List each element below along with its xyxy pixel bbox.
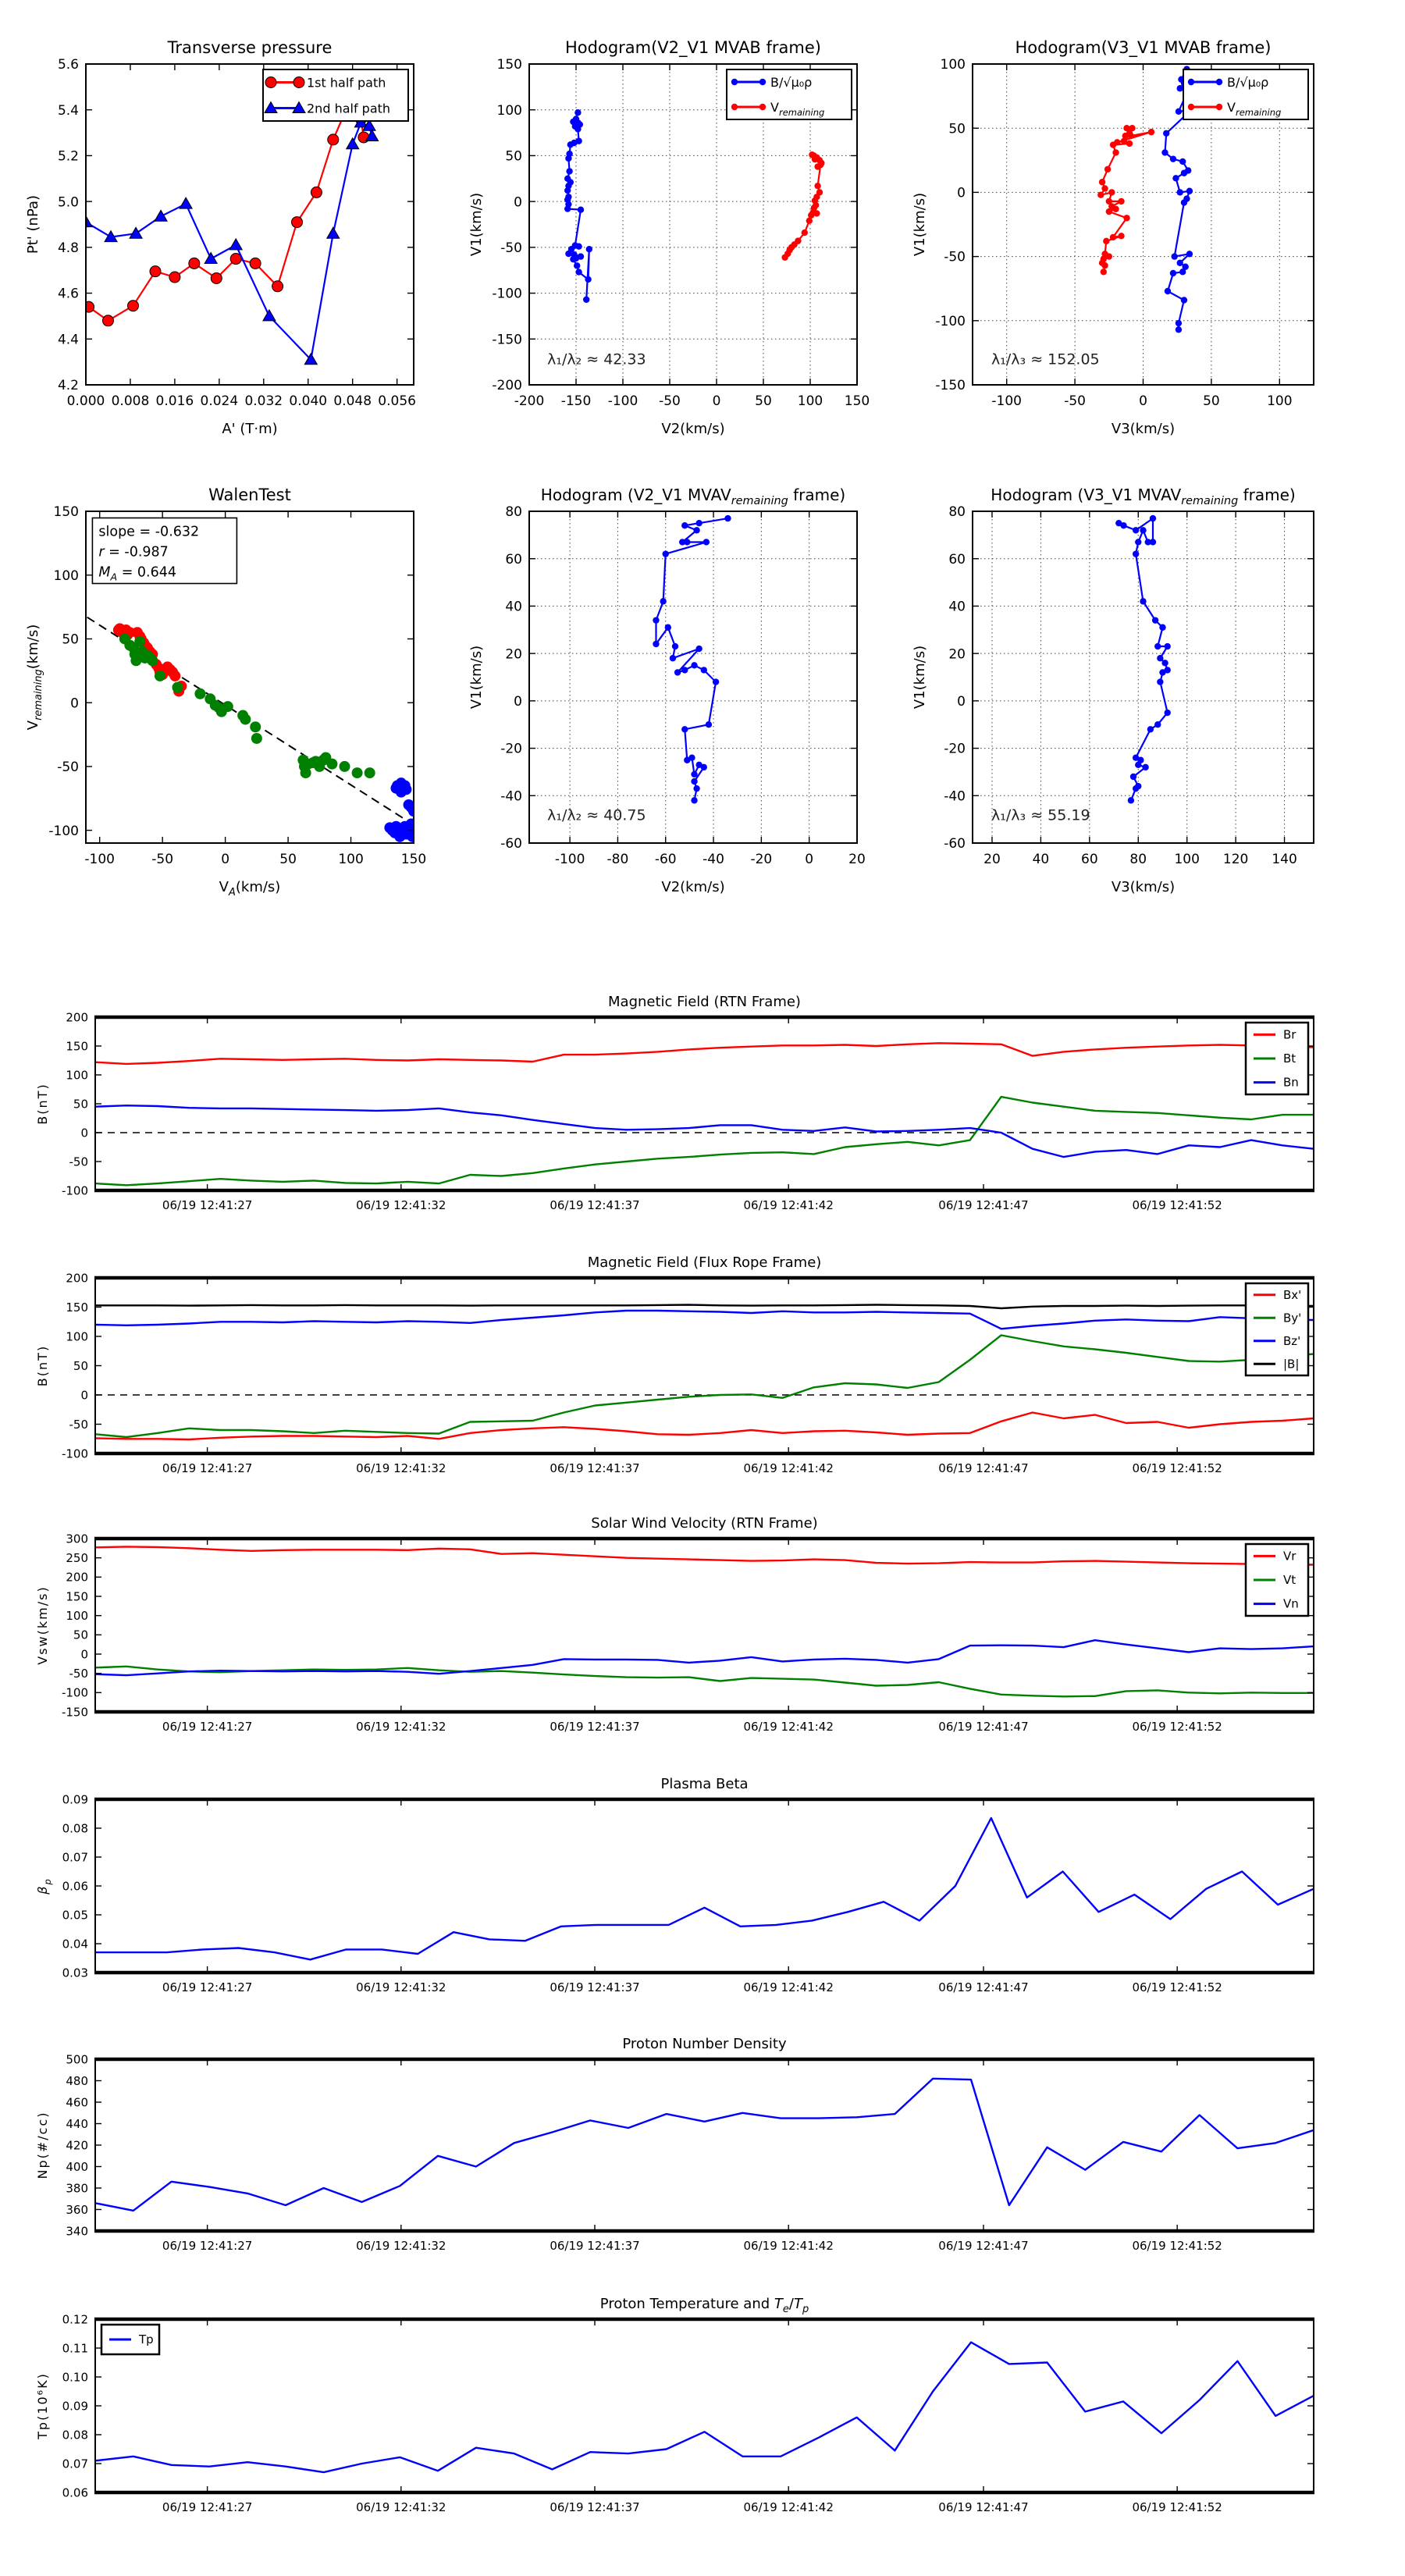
y-tick-label: 480	[66, 2073, 88, 2088]
y-axis-label: Tp(10⁶K)	[35, 2372, 50, 2439]
x-tick-label: -150	[560, 393, 592, 409]
y-tick-label: -40	[500, 788, 522, 805]
legend-label: Vt	[1283, 1573, 1297, 1587]
y-tick-label: 0	[957, 185, 966, 201]
x-tick-label: 80	[1129, 852, 1147, 867]
panel-proton-temperature	[14, 2282, 1403, 2547]
series-Bz'	[95, 1311, 1314, 1329]
x-tick-label: 06/19 12:41:27	[162, 1461, 253, 1475]
x-tick-label: 0	[805, 852, 814, 867]
legend	[1246, 1544, 1308, 1616]
plot-border	[973, 511, 1314, 843]
x-tick-label: -100	[991, 393, 1022, 409]
legend-label: By'	[1283, 1311, 1302, 1325]
y-tick-label: 40	[505, 599, 522, 615]
chart-svg-hodogram-v2v1-mvav	[447, 461, 931, 945]
series-beta-p	[95, 1818, 1314, 1959]
y-axis-label: V1(km/s)	[912, 645, 928, 710]
x-tick-label: -100	[554, 852, 585, 867]
y-tick-label: 80	[948, 504, 966, 521]
x-tick-label: -60	[654, 852, 677, 867]
y-tick-label: 100	[66, 1609, 88, 1624]
series-Bn	[95, 1105, 1314, 1157]
x-tick-label: 06/19 12:41:52	[1132, 1980, 1222, 1994]
x-tick-label: 06/19 12:41:32	[356, 1461, 446, 1475]
x-tick-label: 50	[755, 393, 772, 409]
y-tick-label: 150	[53, 504, 79, 521]
y-tick-label: -100	[61, 1685, 88, 1700]
x-tick-label: -100	[84, 852, 115, 867]
legend-label: B/√μ₀ρ	[1227, 75, 1269, 90]
series-Np	[95, 2079, 1314, 2211]
x-tick-label: 0	[1139, 393, 1147, 409]
y-tick-label: -50	[944, 249, 966, 265]
plot-border	[95, 1539, 1314, 1712]
y-axis-label: B(nT)	[35, 1344, 50, 1387]
x-tick-label: -200	[514, 393, 545, 409]
legend	[101, 2325, 159, 2354]
x-tick-label: 06/19 12:41:37	[550, 2239, 640, 2253]
ticks	[66, 2052, 1314, 2253]
info-box	[92, 518, 237, 584]
panel-magnetic-field-rtn	[14, 980, 1403, 1233]
y-tick-label: -100	[61, 1446, 88, 1461]
x-tick-label: 0	[712, 393, 721, 409]
annotation: λ₁/λ₂ ≈ 42.33	[547, 350, 646, 368]
plot-border	[529, 511, 857, 843]
chart-title: Solar Wind Velocity (RTN Frame)	[591, 1515, 818, 1532]
panel-transverse-pressure	[4, 14, 488, 498]
y-tick-label: 150	[66, 1589, 88, 1604]
legend-label: Bx'	[1283, 1287, 1302, 1302]
y-tick-label: 150	[66, 1300, 88, 1315]
x-tick-label: 06/19 12:41:27	[162, 1198, 253, 1212]
y-tick-label: 200	[66, 1271, 88, 1286]
x-tick-label: 06/19 12:41:27	[162, 2500, 253, 2514]
legend-label: Bz'	[1283, 1333, 1301, 1348]
x-tick-label: -40	[702, 852, 724, 867]
x-tick-label: 06/19 12:41:47	[938, 2239, 1029, 2253]
y-tick-label: -50	[57, 760, 79, 776]
legend	[1183, 69, 1308, 119]
chart-svg-transverse-pressure	[4, 14, 488, 498]
chart-svg-hodogram-v3v1-mvab	[891, 14, 1398, 498]
y-axis-label: Vsw(km/s)	[35, 1585, 50, 1665]
panel-plasma-beta	[14, 1762, 1403, 2019]
series-Br	[95, 1043, 1314, 1064]
series-1st half path	[84, 102, 369, 326]
x-tick-label: 150	[844, 393, 870, 409]
x-tick-label: 06/19 12:41:37	[550, 1461, 640, 1475]
x-tick-label: 100	[1174, 852, 1200, 867]
chart-title: Plasma Beta	[660, 1776, 749, 1792]
legend-label: $V_{remaining}$	[770, 100, 825, 118]
series-Bt	[95, 1097, 1314, 1185]
x-tick-label: 120	[1222, 852, 1249, 867]
y-tick-label: -150	[935, 378, 966, 394]
legend-label: 1st half path	[307, 75, 386, 91]
x-tick-label: 100	[797, 393, 823, 409]
y-tick-label: 0	[80, 1647, 88, 1662]
x-tick-label: 06/19 12:41:42	[743, 1461, 834, 1475]
legend-label: Vn	[1283, 1596, 1299, 1611]
x-tick-label: 06/19 12:41:52	[1132, 2239, 1222, 2253]
y-tick-label: -100	[935, 313, 966, 329]
y-tick-label: 40	[948, 599, 966, 615]
y-tick-label: -20	[944, 741, 966, 757]
y-tick-label: 100	[66, 1068, 88, 1083]
y-tick-label: 4.8	[57, 240, 79, 256]
series-Bx'	[95, 1413, 1314, 1440]
series-Vr	[95, 1546, 1314, 1564]
x-axis-label: V3(km/s)	[1111, 421, 1176, 437]
y-tick-label: 0.08	[62, 1821, 88, 1836]
panel-hodogram-v3v1-mvav	[891, 461, 1398, 945]
x-tick-label: -80	[606, 852, 629, 867]
y-tick-label: -150	[61, 1705, 88, 1720]
y-tick-label: 4.2	[57, 378, 79, 394]
x-tick-label: 140	[1272, 852, 1297, 867]
panel-walen-test	[4, 461, 488, 945]
y-tick-label: 150	[496, 57, 522, 73]
annotation: λ₁/λ₃ ≈ 55.19	[991, 806, 1090, 824]
x-tick-label: 100	[338, 852, 364, 867]
y-tick-label: 420	[66, 2138, 88, 2153]
y-tick-label: 50	[505, 148, 522, 165]
legend-label: B/√μ₀ρ	[770, 75, 813, 90]
x-tick-label: 50	[1203, 393, 1220, 409]
y-tick-label: 0	[957, 693, 966, 710]
chart-title: Hodogram (V2_V1 $MVAV_{remaining}$ frame)	[540, 486, 846, 507]
y-tick-label: 0.08	[62, 2428, 88, 2443]
y-tick-label: 20	[505, 646, 522, 663]
y-tick-label: -50	[69, 1155, 88, 1169]
series-Tp	[95, 2343, 1314, 2473]
x-tick-label: 0.032	[244, 393, 283, 409]
y-tick-label: 500	[66, 2052, 88, 2067]
y-tick-label: -100	[61, 1183, 88, 1198]
x-tick-label: 06/19 12:41:37	[550, 1720, 640, 1734]
x-tick-label: 06/19 12:41:42	[743, 1980, 834, 1994]
chart-title: Hodogram(V2_V1 MVAB frame)	[565, 38, 821, 57]
chart-svg-b-rtn	[14, 980, 1403, 1233]
x-tick-label: 06/19 12:41:42	[743, 2500, 834, 2514]
y-tick-label: 0.03	[62, 1966, 88, 1980]
chart-svg-proton-density	[14, 2022, 1403, 2279]
legend-label: Br	[1283, 1027, 1297, 1042]
chart-title: Hodogram (V3_V1 $MVAV_{remaining}$ frame)	[991, 486, 1296, 507]
y-tick-label: 0	[514, 693, 522, 710]
y-axis-label: V1(km/s)	[468, 192, 485, 257]
legend-label: Vr	[1283, 1549, 1297, 1564]
x-tick-label: 0.024	[200, 393, 239, 409]
panel-proton-density	[14, 2022, 1403, 2279]
panel-hodogram-v3v1-mvab	[891, 14, 1398, 498]
y-tick-label: 0	[80, 1126, 88, 1140]
y-tick-label: 0.09	[62, 1792, 88, 1807]
x-tick-label: 100	[1267, 393, 1293, 409]
y-tick-label: 50	[948, 121, 966, 137]
annotation: λ₁/λ₂ ≈ 40.75	[547, 806, 646, 824]
x-tick-label: 150	[400, 852, 427, 867]
chart-title: Proton Temperature and $T_e/T_p$	[599, 2296, 809, 2315]
x-tick-label: -100	[607, 393, 638, 409]
y-tick-label: -20	[500, 741, 522, 757]
x-tick-label: 06/19 12:41:32	[356, 2500, 446, 2514]
legend	[1246, 1023, 1308, 1094]
chart-title: Magnetic Field (RTN Frame)	[608, 994, 801, 1010]
x-axis-label: A' (T·m)	[222, 421, 278, 437]
y-tick-label: 5.0	[57, 194, 79, 211]
chart-svg-b-fluxrope	[14, 1240, 1403, 1498]
chart-svg-proton-temperature	[14, 2282, 1403, 2547]
y-axis-label: V1(km/s)	[468, 645, 485, 710]
y-tick-label: 400	[66, 2159, 88, 2174]
x-axis-label: V2(km/s)	[661, 879, 725, 895]
chart-svg-hodogram-v3v1-mvav	[891, 461, 1398, 945]
x-tick-label: 06/19 12:41:52	[1132, 1198, 1222, 1212]
annotation: λ₁/λ₃ ≈ 152.05	[991, 350, 1100, 368]
panel-magnetic-field-fluxrope	[14, 1240, 1403, 1498]
chart-svg-hodogram-v2v1-mvab	[447, 14, 931, 498]
info-line: r = -0.987	[98, 544, 169, 560]
series-V-remaining	[1097, 125, 1154, 276]
x-tick-label: -20	[750, 852, 773, 867]
ticks	[62, 1271, 1314, 1475]
y-tick-label: 50	[73, 1358, 88, 1373]
y-tick-label: -50	[69, 1417, 88, 1432]
x-tick-label: 20	[848, 852, 866, 867]
y-tick-label: -50	[69, 1667, 88, 1681]
y-tick-label: -100	[48, 823, 79, 839]
chart-title: Magnetic Field (Flux Rope Frame)	[587, 1254, 822, 1271]
y-tick-label: 440	[66, 2116, 88, 2131]
x-tick-label: 0.040	[289, 393, 328, 409]
y-axis-label: $V_{remaining}(km/s)$	[25, 624, 44, 731]
x-tick-label: 40	[1032, 852, 1050, 867]
y-tick-label: 100	[940, 57, 966, 73]
y-tick-label: 460	[66, 2095, 88, 2110]
y-tick-label: 250	[66, 1551, 88, 1566]
y-tick-label: 50	[62, 632, 79, 648]
y-tick-label: 150	[66, 1039, 88, 1054]
y-tick-label: 0.04	[62, 1937, 88, 1952]
y-tick-label: 0.10	[62, 2370, 88, 2385]
chart-title: Transverse pressure	[167, 38, 333, 57]
legend-label: Bn	[1283, 1075, 1299, 1090]
x-tick-label: 06/19 12:41:32	[356, 1198, 446, 1212]
chart-svg-plasma-beta	[14, 1762, 1403, 2019]
x-tick-label: 06/19 12:41:32	[356, 2239, 446, 2253]
y-tick-label: 60	[948, 551, 966, 568]
y-tick-label: 5.6	[57, 57, 79, 73]
legend	[1246, 1283, 1308, 1375]
x-tick-label: 06/19 12:41:47	[938, 1461, 1029, 1475]
x-tick-label: 06/19 12:41:37	[550, 1980, 640, 1994]
y-tick-label: 50	[73, 1628, 88, 1642]
x-tick-label: -50	[659, 393, 681, 409]
x-tick-label: 06/19 12:41:37	[550, 1198, 640, 1212]
x-tick-label: 06/19 12:41:27	[162, 1980, 253, 1994]
legend	[727, 69, 852, 119]
x-tick-label: 0.048	[333, 393, 372, 409]
y-tick-label: 0	[70, 696, 79, 712]
y-tick-label: -200	[492, 378, 522, 394]
x-axis-label: V2(km/s)	[661, 421, 725, 437]
y-axis-label: B(nT)	[35, 1083, 50, 1125]
y-tick-label: 200	[66, 1010, 88, 1025]
y-tick-label: 5.4	[57, 102, 79, 119]
y-tick-label: 0.06	[62, 1879, 88, 1894]
panel-hodogram-v2v1-mvab	[447, 14, 931, 498]
x-tick-label: 06/19 12:41:32	[356, 1980, 446, 1994]
y-tick-label: 0.07	[62, 2457, 88, 2471]
y-tick-label: 340	[66, 2224, 88, 2239]
plot-border	[95, 2059, 1314, 2231]
y-tick-label: 20	[948, 646, 966, 663]
x-tick-label: 06/19 12:41:47	[938, 1980, 1029, 1994]
x-tick-label: 50	[279, 852, 297, 867]
x-tick-label: 06/19 12:41:47	[938, 2500, 1029, 2514]
y-tick-label: 0.11	[62, 2341, 88, 2356]
grid	[973, 511, 1314, 843]
x-tick-label: 06/19 12:41:42	[743, 1198, 834, 1212]
y-tick-label: 4.6	[57, 286, 79, 302]
y-tick-label: 0.07	[62, 1850, 88, 1865]
x-tick-label: 20	[984, 852, 1001, 867]
plot-border	[95, 1799, 1314, 1973]
series-V-remaining	[1115, 515, 1171, 804]
legend-label: |B|	[1283, 1357, 1300, 1372]
legend-label: $V_{remaining}$	[1227, 100, 1282, 118]
x-tick-label: 60	[1081, 852, 1098, 867]
x-tick-label: -50	[1064, 393, 1086, 409]
series-|B|	[95, 1305, 1314, 1309]
y-tick-label: -150	[492, 332, 522, 348]
y-tick-label: 0.05	[62, 1908, 88, 1923]
x-tick-label: 0	[221, 852, 230, 867]
panel-solar-wind-velocity	[14, 1501, 1403, 1759]
x-tick-label: 06/19 12:41:42	[743, 1720, 834, 1734]
y-tick-label: 100	[53, 568, 79, 584]
y-axis-label: Pt' (nPa)	[25, 194, 41, 254]
x-tick-label: 06/19 12:41:37	[550, 2500, 640, 2514]
x-axis-label: V3(km/s)	[1111, 879, 1176, 895]
y-tick-label: 50	[73, 1097, 88, 1112]
y-tick-label: -60	[944, 836, 966, 852]
info-line: $M_A = 0.644$	[98, 564, 177, 583]
y-tick-label: -40	[944, 788, 966, 805]
x-tick-label: 0.056	[378, 393, 416, 409]
series-V-remaining	[653, 515, 731, 804]
chart-title: WalenTest	[208, 486, 291, 504]
y-tick-label: 300	[66, 1532, 88, 1546]
grid	[529, 511, 857, 843]
chart-title: Hodogram(V3_V1 MVAB frame)	[1015, 38, 1272, 57]
x-tick-label: 0.008	[111, 393, 150, 409]
y-tick-label: 360	[66, 2202, 88, 2217]
y-tick-label: 100	[496, 102, 522, 119]
chart-title: Proton Number Density	[622, 2036, 787, 2052]
chart-svg-vsw-rtn	[14, 1501, 1403, 1759]
y-tick-label: 0.06	[62, 2485, 88, 2500]
y-tick-label: 0.12	[62, 2312, 88, 2327]
y-tick-label: 0	[80, 1388, 88, 1403]
legend-label: Bt	[1283, 1051, 1297, 1066]
y-tick-label: 0.09	[62, 2399, 88, 2414]
x-tick-label: 06/19 12:41:32	[356, 1720, 446, 1734]
chart-svg-walen-test	[4, 461, 488, 945]
legend-label: 2nd half path	[307, 101, 391, 116]
legend-label: Tp	[139, 2332, 154, 2347]
x-tick-label: -50	[151, 852, 174, 867]
x-tick-label: 06/19 12:41:42	[743, 2239, 834, 2253]
series-By'	[95, 1333, 1314, 1438]
x-tick-label: 0.000	[66, 393, 105, 409]
y-tick-label: 4.4	[57, 332, 79, 348]
y-axis-label: $\beta_p$	[35, 1877, 53, 1895]
y-tick-label: 60	[505, 551, 522, 568]
y-tick-label: 200	[66, 1570, 88, 1585]
x-tick-label: 06/19 12:41:27	[162, 2239, 253, 2253]
info-line: slope = -0.632	[98, 524, 200, 540]
x-tick-label: 0.016	[155, 393, 194, 409]
series-V-remaining	[781, 151, 824, 261]
ticks	[62, 2312, 1314, 2514]
x-tick-label: 06/19 12:41:47	[938, 1720, 1029, 1734]
x-tick-label: 06/19 12:41:52	[1132, 1461, 1222, 1475]
panel-hodogram-v2v1-mvav	[447, 461, 931, 945]
x-tick-label: 06/19 12:41:27	[162, 1720, 253, 1734]
x-tick-label: 06/19 12:41:52	[1132, 1720, 1222, 1734]
ticks	[62, 1792, 1314, 1994]
series-B-alfven	[564, 109, 592, 303]
y-tick-label: 100	[66, 1329, 88, 1344]
x-tick-label: 06/19 12:41:52	[1132, 2500, 1222, 2514]
plot-border	[95, 1017, 1314, 1190]
y-tick-label: 5.2	[57, 148, 79, 165]
y-axis-label: Np(#/cc)	[35, 2111, 50, 2179]
y-tick-label: -50	[500, 240, 522, 256]
y-tick-label: 380	[66, 2181, 88, 2196]
legend	[263, 69, 408, 121]
y-tick-label: 0	[514, 194, 522, 211]
x-tick-label: 06/19 12:41:47	[938, 1198, 1029, 1212]
y-axis-label: V1(km/s)	[912, 192, 928, 257]
y-tick-label: -100	[492, 286, 522, 302]
y-tick-label: 80	[505, 504, 522, 521]
x-axis-label: $V_A(km/s)$	[219, 879, 281, 898]
y-tick-label: -60	[500, 836, 522, 852]
